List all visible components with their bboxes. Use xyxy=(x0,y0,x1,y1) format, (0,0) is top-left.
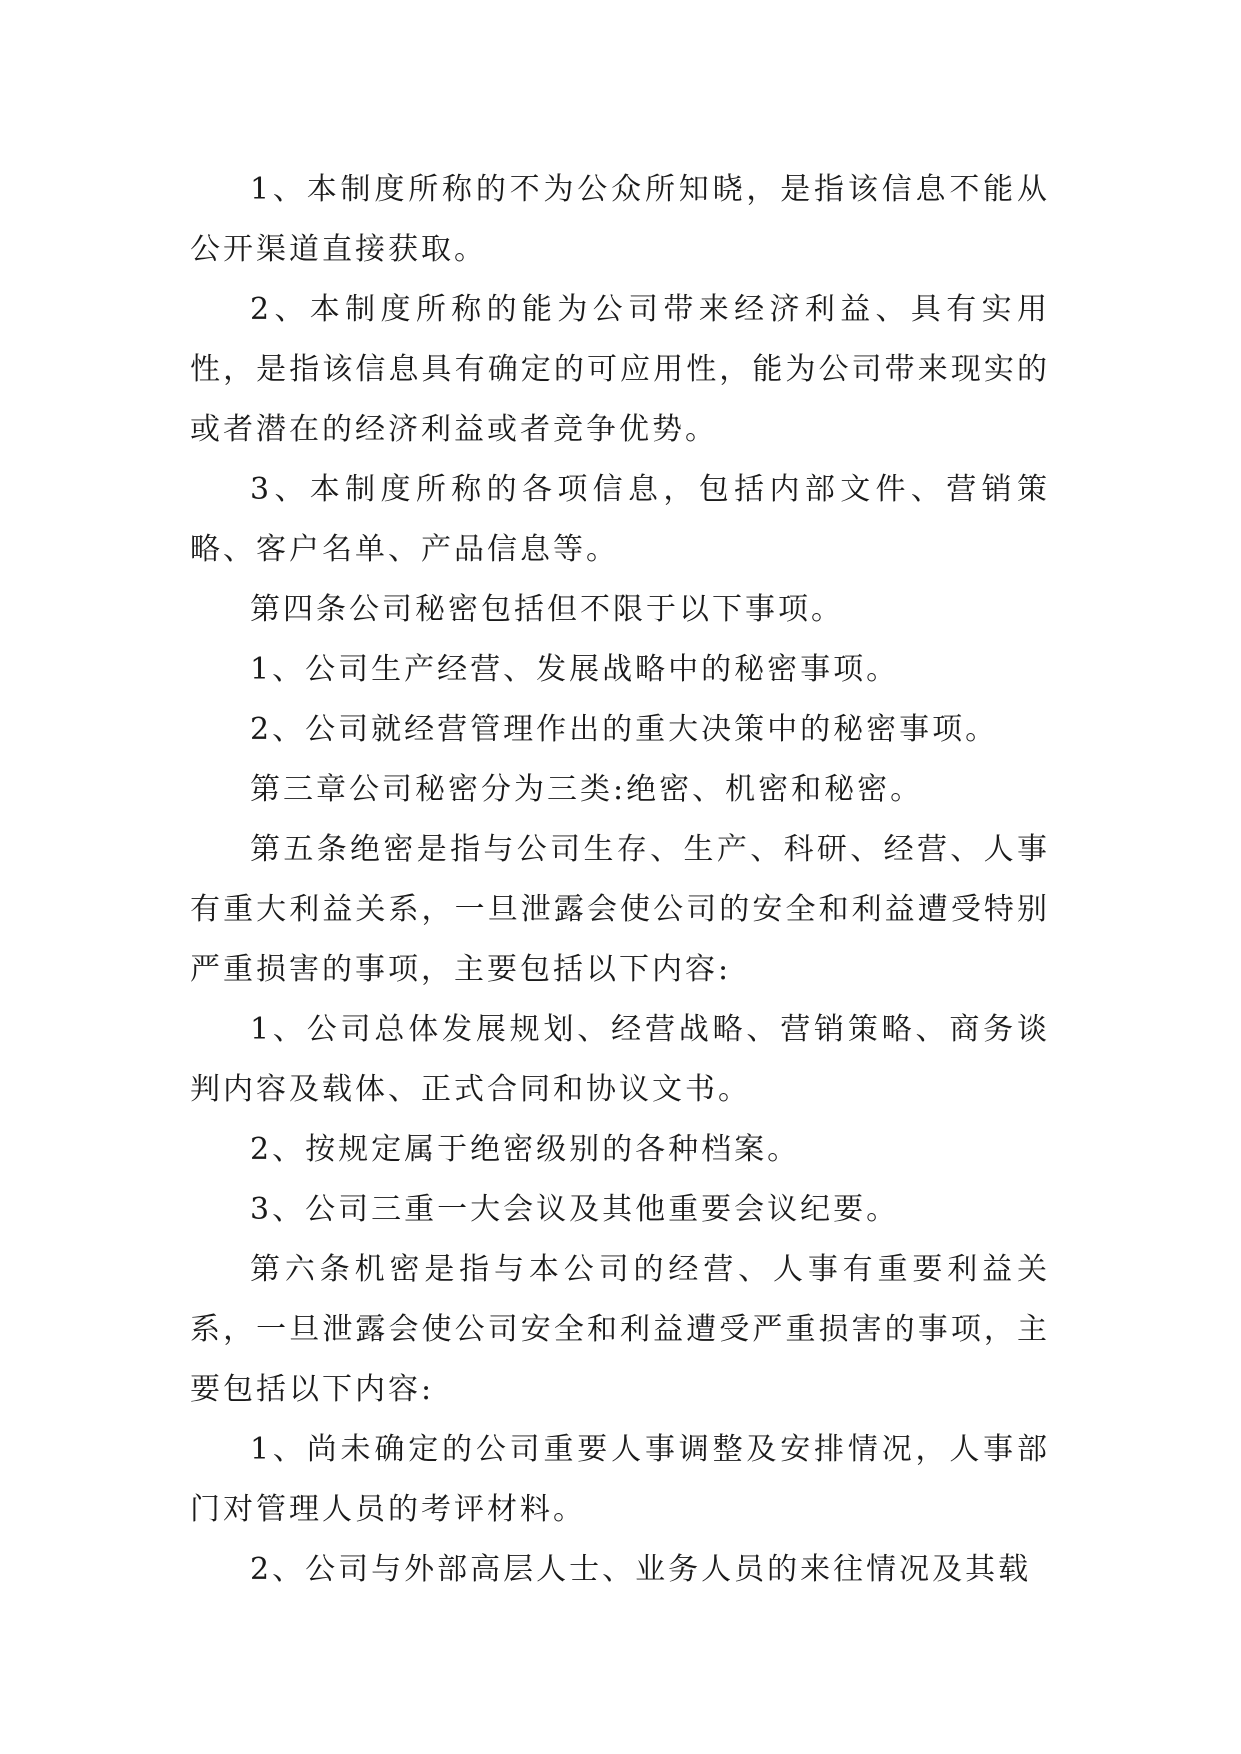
document-body xyxy=(190,160,1050,1600)
paragraph-13: 1、尚未确定的公司重要人事调整及安排情况，人事部门对管理人员的考评材料。 xyxy=(190,1432,1050,1527)
paragraph-10: 2、按规定属于绝密级别的各种档案。 xyxy=(250,1132,801,1167)
paragraph-9: 1、公司总体发展规划、经营战略、营销策略、商务谈判内容及载体、正式合同和协议文书。 xyxy=(190,1012,1050,1107)
paragraph-5: 1、公司生产经营、发展战略中的秘密事项。 xyxy=(250,652,900,687)
paragraph-2: 2、本制度所称的能为公司带来经济利益、具有实用性，是指该信息具有确定的可应用性，能为公司带来现实的或者潜在的经济利益或者竞争优势。 xyxy=(190,292,1050,447)
paragraph-1: 1、本制度所称的不为公众所知晓，是指该信息不能从公开渠道直接获取。 xyxy=(190,172,1050,267)
paragraph-4: 第四条公司秘密包括但不限于以下事项。 xyxy=(250,592,844,627)
paragraph-14: 2、公司与外部高层人士、业务人员的来往情况及其载 xyxy=(250,1552,1032,1587)
paragraph-11: 3、公司三重一大会议及其他重要会议纪要。 xyxy=(250,1192,900,1227)
paragraph-3: 3、本制度所称的各项信息，包括内部文件、营销策略、客户名单、产品信息等。 xyxy=(190,472,1050,567)
paragraph-12: 第六条机密是指与本公司的经营、人事有重要利益关系，一旦泄露会使公司安全和利益遭受严重损害的事项，主要包括以下内容: xyxy=(190,1252,1050,1407)
paragraph-8: 第五条绝密是指与公司生存、生产、科研、经营、人事有重大利益关系，一旦泄露会使公司的安全和利益遭受特别严重损害的事项，主要包括以下内容: xyxy=(190,832,1050,987)
paragraph-7: 第三章公司秘密分为三类:绝密、机密和秘密。 xyxy=(250,772,924,807)
paragraph-6: 2、公司就经营管理作出的重大决策中的秘密事项。 xyxy=(250,712,999,747)
